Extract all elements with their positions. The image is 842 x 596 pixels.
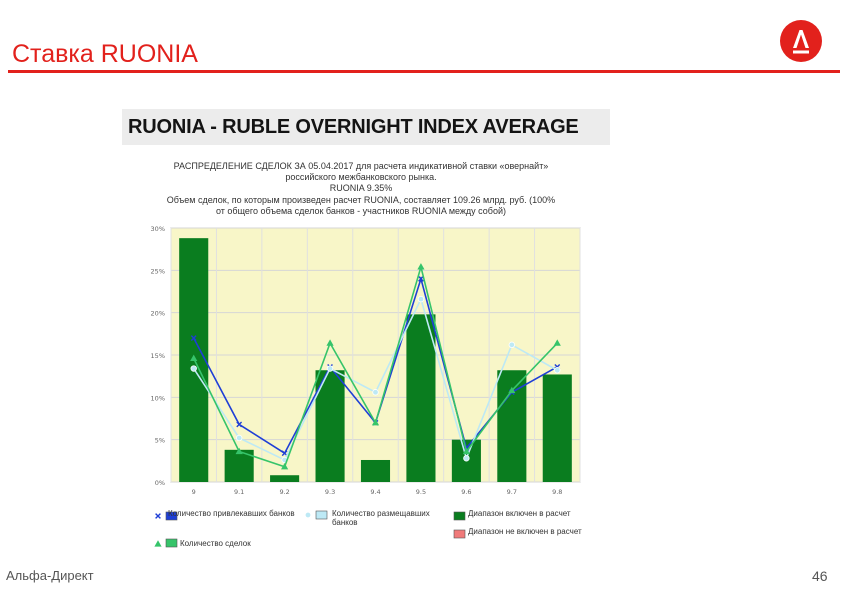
legend-label-range-excluded: Диапазон не включен в расчет [468,527,582,536]
x-tick-label: 9.5 [415,488,427,496]
x-tick-label: 9.6 [461,488,472,496]
y-tick-label: 10% [150,394,165,403]
chart-plot [122,145,610,555]
y-tick-label: 20% [150,309,165,318]
figure-header [122,109,610,145]
x-tick-label: 9.3 [324,488,336,496]
chart-title-line-4: Объем сделок, по которым произведен расчет RUONIA, составляет 109.26 млрд. руб. (100% [166,195,556,205]
series-point [236,435,242,441]
bar [543,374,572,482]
legend-label-borrowers: Количество привлекавших банков [168,509,295,518]
legend-marker-lenders-dot [305,512,311,518]
page-number: 46 [812,568,828,584]
legend-label-lenders: Количество размещавших банков [332,509,430,527]
legend-label-range-included: Диапазон включен в расчет [468,509,571,518]
series-point [327,366,333,372]
y-tick-label: 25% [150,267,165,276]
chart-title-line-3: RUONIA 9.35% [329,183,393,193]
bar [361,460,390,482]
bar [406,314,435,482]
series-point [509,342,515,348]
bar [270,475,299,482]
series-point [418,296,424,302]
series-point [191,366,197,372]
legend-marker-range-included-box [454,512,465,520]
y-tick-label: 0% [154,479,165,487]
chart-title-line-2: российского межбанковского рынка. [285,172,437,182]
legend-marker-lenders-box [316,511,327,519]
y-tick-label: 15% [150,352,165,360]
title-divider [8,70,840,73]
x-tick-label: 9 [191,488,196,496]
series-point [464,455,470,461]
x-tick-label: 9.2 [279,488,290,496]
legend-label-deals: Количество сделок [180,539,251,548]
legend-marker-range-excluded-box [454,530,465,538]
x-tick-label: 9.1 [233,488,245,496]
slide-title: Ставка RUONIA [12,40,198,68]
y-tick-label: 30% [150,225,165,233]
series-point [373,389,379,395]
chart-figure [122,145,610,555]
chart-title-line-1: РАСПРЕДЕЛЕНИЕ СДЕЛОК ЗА 05.04.2017 для расчета индикативной ставки «овернайт» [173,161,549,171]
footer-brand: Альфа-Директ [6,568,94,583]
x-tick-label: 9.8 [552,488,563,496]
x-tick-label: 9.4 [370,488,381,496]
series-point [554,367,560,373]
legend-marker-borrowers-x [156,514,161,519]
alfa-bank-logo-icon [780,20,822,62]
figure-header-text: RUONIA - RUBLE OVERNIGHT INDEX AVERAGE [128,116,579,138]
x-tick-label: 9.7 [506,488,518,496]
legend-marker-deals-box [166,539,177,547]
y-tick-label: 5% [154,436,165,445]
legend-marker-deals-triangle [154,540,161,546]
chart-title-line-5: от общего объема сделок банков - участников RUONIA между собой) [216,206,506,216]
